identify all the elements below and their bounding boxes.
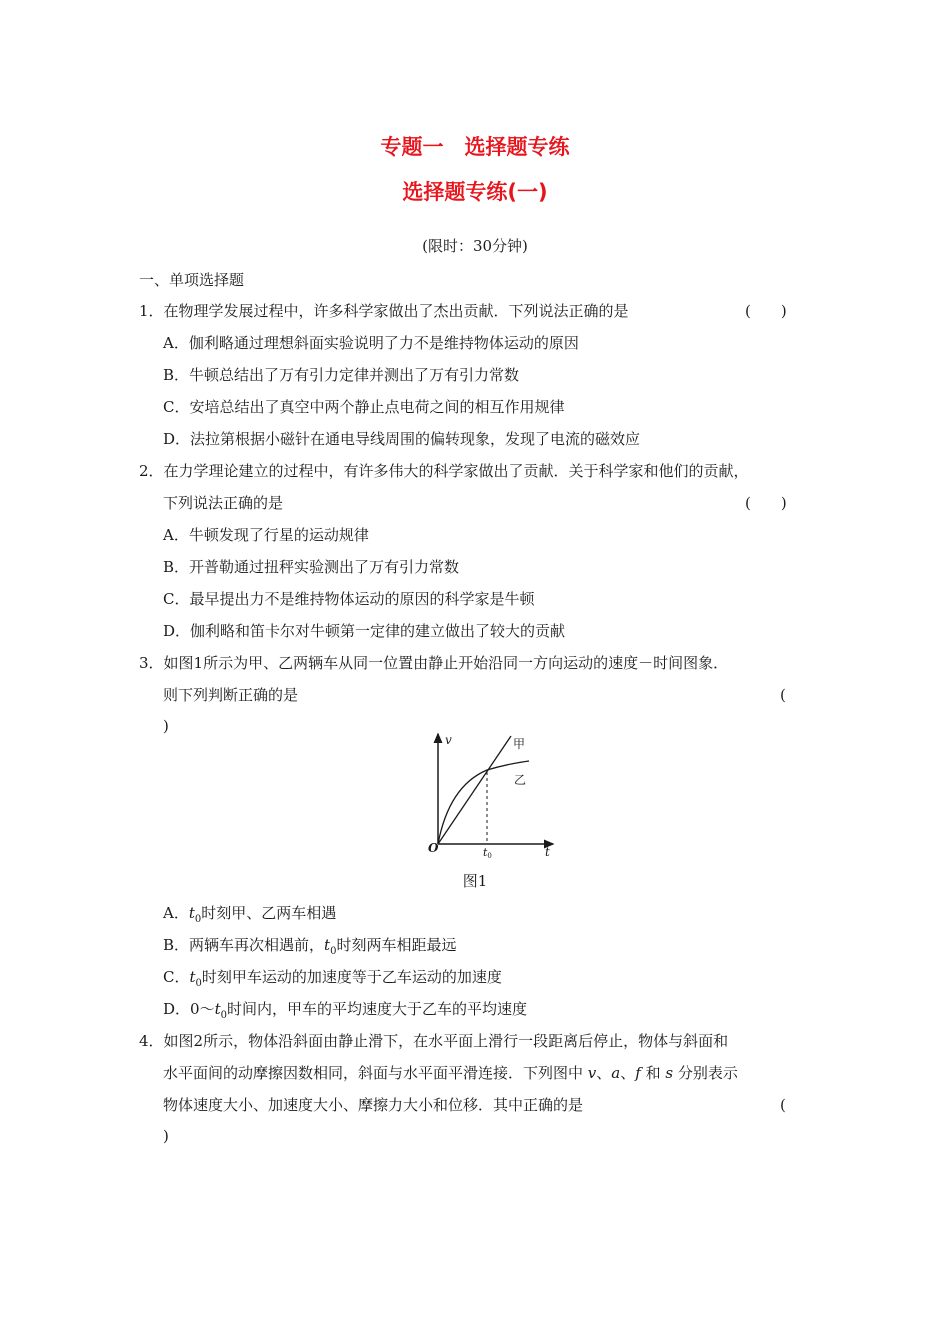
curve-jia: [438, 736, 511, 844]
q4-stem-line1: 4．如图2所示，物体沿斜面由静止滑下，在水平面上滑行一段距离后停止，物体与斜面和: [139, 1032, 729, 1050]
q2-option-b: B．开普勒通过扭秤实验测出了万有引力常数: [163, 558, 460, 576]
q3-option-c: C．$t_0$时刻甲车运动的加速度等于乙车运动的加速度: [163, 968, 502, 989]
q3-option-d: D．$0\sim t_0$时间内，甲车的平均速度大于乙车的平均速度: [163, 1000, 527, 1021]
q3-stem-line2: 则下列判断正确的是: [163, 686, 299, 704]
q3-paren-open: (: [780, 686, 786, 704]
t0-tick-label: t0: [483, 846, 492, 860]
origin-label: O: [428, 841, 439, 855]
q3-stem-line1: 3．如图1所示为甲、乙两辆车从同一位置由静止开始沿同一方向运动的速度－时间图象．: [139, 654, 729, 672]
q2-option-c: C．最早提出力不是维持物体运动的原因的科学家是牛顿: [163, 590, 535, 608]
curve-jia-label: 甲: [513, 737, 526, 751]
q3-paren-close: ): [163, 717, 169, 735]
page-title: 专题一 选择题专练: [380, 135, 570, 159]
q1-option-b: B．牛顿总结出了万有引力定律并测出了万有引力常数: [163, 366, 520, 384]
q1-stem: 1．在物理学发展过程中，许多科学家做出了杰出贡献．下列说法正确的是: [139, 302, 629, 320]
q3-figure-caption: 图1: [462, 872, 488, 890]
q2-stem-line2: 下列说法正确的是: [163, 494, 284, 512]
section-heading: 一、单项选择题: [139, 271, 245, 289]
q2-answer-paren: ( ): [745, 494, 787, 512]
q1-option-c: C．安培总结出了真空中两个静止点电荷之间的相互作用规律: [163, 398, 565, 416]
q4-stem-line2: 水平面间的动摩擦因数相同，斜面与水平面平滑连接．下列图中 v、a、f 和 s 分别表示: [163, 1064, 738, 1082]
curve-yi-label: 乙: [514, 773, 527, 787]
q3-option-a: A．$t_0$时刻甲、乙两车相遇: [163, 904, 337, 925]
page-subtitle: 选择题专练(一): [402, 180, 548, 204]
time-limit: (限时：30分钟): [422, 237, 528, 255]
q2-option-a: A．牛顿发现了行星的运动规律: [163, 526, 369, 544]
q4-paren-open: (: [780, 1096, 786, 1114]
y-axis-label: v: [445, 733, 452, 747]
x-axis-label: t: [545, 845, 550, 859]
q3-figure: [425, 728, 565, 860]
q1-option-a: A．伽利略通过理想斜面实验说明了力不是维持物体运动的原因: [163, 334, 579, 352]
q3-option-b: B．两辆车再次相遇前，$t_0$时刻两车相距最远: [163, 936, 457, 957]
q1-option-d: D．法拉第根据小磁针在通电导线周围的偏转现象，发现了电流的磁效应: [163, 430, 641, 448]
q1-answer-paren: ( ): [745, 302, 787, 320]
q4-paren-close: ): [163, 1127, 169, 1145]
q4-stem-line3: 物体速度大小、加速度大小、摩擦力大小和位移．其中正确的是: [163, 1096, 584, 1114]
q2-option-d: D．伽利略和笛卡尔对牛顿第一定律的建立做出了较大的贡献: [163, 622, 566, 640]
q2-stem-line1: 2．在力学理论建立的过程中，有许多伟大的科学家做出了贡献．关于科学家和他们的贡献，: [139, 462, 749, 480]
